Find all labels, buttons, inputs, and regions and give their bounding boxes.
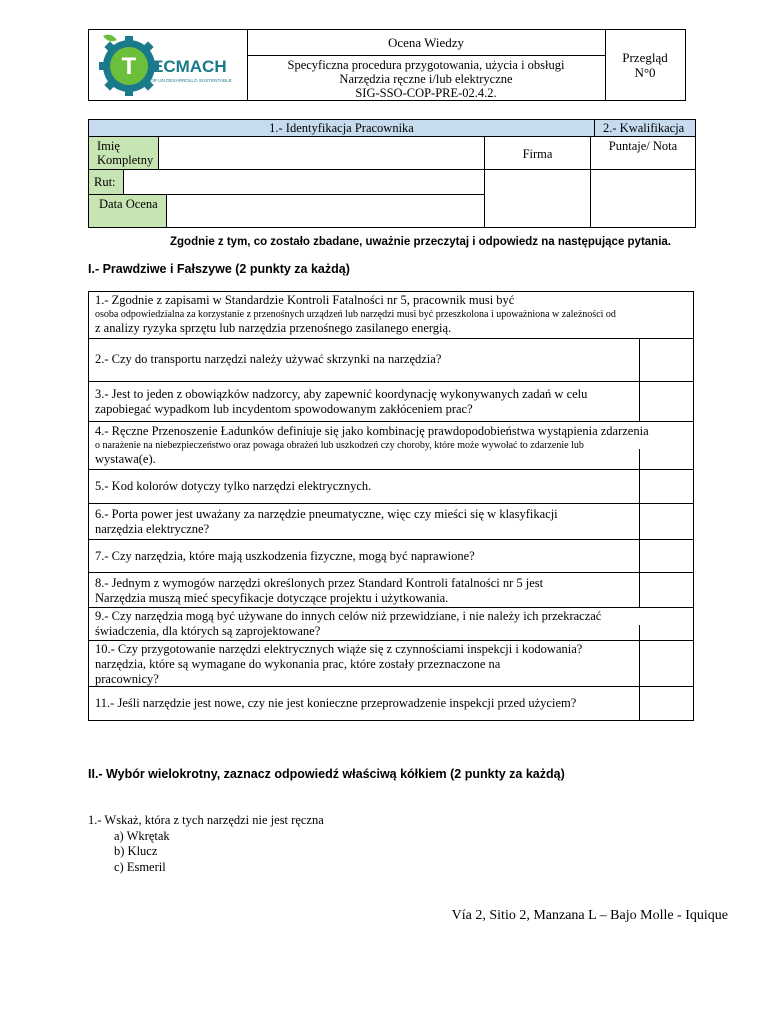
- rut-field[interactable]: [123, 169, 485, 195]
- question-text: 10.- Czy przygotowanie narzędzi elektrycznych wiąże się z czynnościami inspekcji i kodowania?: [95, 642, 583, 656]
- multiple-choice-question: [88, 813, 324, 875]
- question-text: 9.- Czy narzędzia mogą być używane do innych celów niż przewidziane, i nie należy ich przekraczać: [95, 609, 602, 623]
- question-text: 5.- Kod kolorów dotyczy tylko narzędzi elektrycznych.: [95, 479, 372, 493]
- instructions-text: Zgodnie z tym, co zostało zbadane, uważnie przeczytaj i odpowiedz na następujące pytania.: [170, 236, 671, 248]
- section2-title: II.- Wybór wielokrotny, zaznacz odpowiedź właściwą kółkiem (2 punkty za każdą): [88, 767, 565, 781]
- question-row: [88, 421, 694, 470]
- answer-cell[interactable]: [639, 573, 693, 607]
- question-text: 8.- Jednym z wymogów narzędzi określonych przez Standard Kontroli fatalności nr 5 jest: [95, 576, 544, 590]
- document-title: Ocena Wiedzy: [247, 30, 605, 56]
- question-text: 6.- Porta power jest uważany za narzędzie pneumatyczne, więc czy mieści się w klasyfikacji: [95, 507, 558, 521]
- question-text: z analizy ryzyka sprzętu lub narzędzia przenośnego zasilanego energią.: [95, 321, 452, 335]
- rut-label: Rut:: [88, 169, 124, 195]
- name-field[interactable]: [158, 136, 485, 170]
- question-text: Narzędzia muszą mieć specyfikacje dotyczące projektu i użytkowania.: [95, 591, 449, 605]
- question-text: narzędzia elektryczne?: [95, 522, 210, 536]
- review-cell: [605, 30, 685, 100]
- question-text: o narażenie na niebezpieczeństwo oraz powaga obrażeń lub uszkodzeń czy choroby, które może wywołać to zdarzenie lub: [95, 440, 584, 451]
- question-text: 1.- Zgodnie z zapisami w Standardzie Kontroli Fatalności nr 5, pracownik musi być: [95, 293, 515, 307]
- answer-cell[interactable]: [639, 504, 693, 539]
- question-row: [88, 572, 694, 608]
- question-text: 7.- Czy narzędzia, które mają uszkodzenia fizyczne, mogą być naprawione?: [95, 549, 475, 563]
- answer-cell[interactable]: [639, 540, 693, 572]
- document-header: [88, 29, 686, 101]
- answer-cell[interactable]: [639, 339, 693, 381]
- question-text: narzędzia, które są wymagane do wykonania prac, które zostały przeznaczone na: [95, 657, 501, 671]
- gear-logo-icon: [89, 30, 245, 100]
- company-logo: [89, 30, 248, 100]
- answer-cell[interactable]: [639, 382, 693, 421]
- qualification-header: 2.- Kwalifikacja: [594, 119, 696, 137]
- option-c[interactable]: c) Esmeril: [114, 859, 166, 874]
- identification-header: 1.- Identyfikacja Pracownika: [88, 119, 595, 137]
- question-text: 2.- Czy do transportu narzędzi należy używać skrzynki na narzędzia?: [95, 352, 442, 366]
- question-text: 11.- Jeśli narzędzie jest nowe, czy nie jest konieczne przeprowadzenie inspekcji przed użyciem?: [95, 696, 577, 710]
- logo-text: ECMACH: [152, 57, 227, 76]
- subtitle-line: Narzędzia ręczne i/lub elektryczne: [339, 72, 513, 86]
- score-label: Puntaje/ Nota: [590, 136, 696, 170]
- section1-title: I.- Prawdziwe i Fałszywe (2 punkty za każdą): [88, 262, 350, 276]
- question-row: [88, 338, 694, 382]
- question-text: świadczenia, dla których są zaprojektowane?: [95, 624, 321, 638]
- logo-letter: T: [121, 53, 137, 80]
- score-field[interactable]: [590, 169, 696, 228]
- question-text: 1.- Wskaż, która z tych narzędzi nie jest ręczna: [88, 813, 324, 827]
- option-a[interactable]: a) Wkrętak: [114, 828, 170, 843]
- question-row: [88, 607, 694, 641]
- document-code: SIG-SSO-COP-PRE-02.4.2.: [355, 86, 497, 100]
- question-row: [88, 291, 694, 339]
- answer-cell[interactable]: [639, 449, 693, 469]
- footer-address: Vía 2, Sitio 2, Manzana L – Bajo Molle - Iquique: [451, 908, 728, 923]
- company-label: Firma: [484, 136, 591, 170]
- question-row: [88, 503, 694, 540]
- question-text: pracownicy?: [95, 672, 159, 686]
- answer-cell[interactable]: [639, 625, 693, 640]
- answer-cell[interactable]: [639, 641, 693, 686]
- question-row: [88, 686, 694, 721]
- question-text: wystawa(e).: [95, 452, 156, 466]
- review-number: N°0: [634, 65, 656, 80]
- option-b[interactable]: b) Klucz: [114, 844, 158, 858]
- question-row: [88, 539, 694, 573]
- name-label: Imię Kompletny: [88, 136, 159, 170]
- question-row: [88, 469, 694, 504]
- answer-cell[interactable]: [639, 687, 693, 720]
- logo-tagline: POR UN DESARROLLO SUSTENTABLE: [147, 78, 232, 83]
- question-text: zapobiegać wypadkom lub incydentom spowodowanym zakłóceniem prac?: [95, 402, 473, 416]
- subtitle-line: Specyficzna procedura przygotowania, użycia i obsługi: [287, 58, 565, 72]
- question-row: [88, 381, 694, 422]
- question-row: [88, 640, 694, 687]
- review-label: Przegląd: [622, 50, 668, 65]
- question-text: 3.- Jest to jeden z obowiązków nadzorcy, aby zapewnić koordynację wykonywanych zadań w celu: [95, 387, 588, 401]
- date-label: Data Ocena: [88, 194, 167, 228]
- header-title-cell: [247, 30, 606, 100]
- question-text: 4.- Ręczne Przenoszenie Ładunków definiuje się jako kombinację prawdopodobieństwa wystąpienia zdarzenia: [95, 424, 649, 438]
- company-field[interactable]: [484, 169, 591, 228]
- identification-table: [88, 119, 696, 228]
- question-text: osoba odpowiedzialna za korzystanie z przenośnych urządzeń lub narzędzi musi być przeszkolona i upoważniona w zależności od: [95, 309, 616, 320]
- date-field[interactable]: [166, 194, 485, 228]
- answer-cell[interactable]: [639, 470, 693, 503]
